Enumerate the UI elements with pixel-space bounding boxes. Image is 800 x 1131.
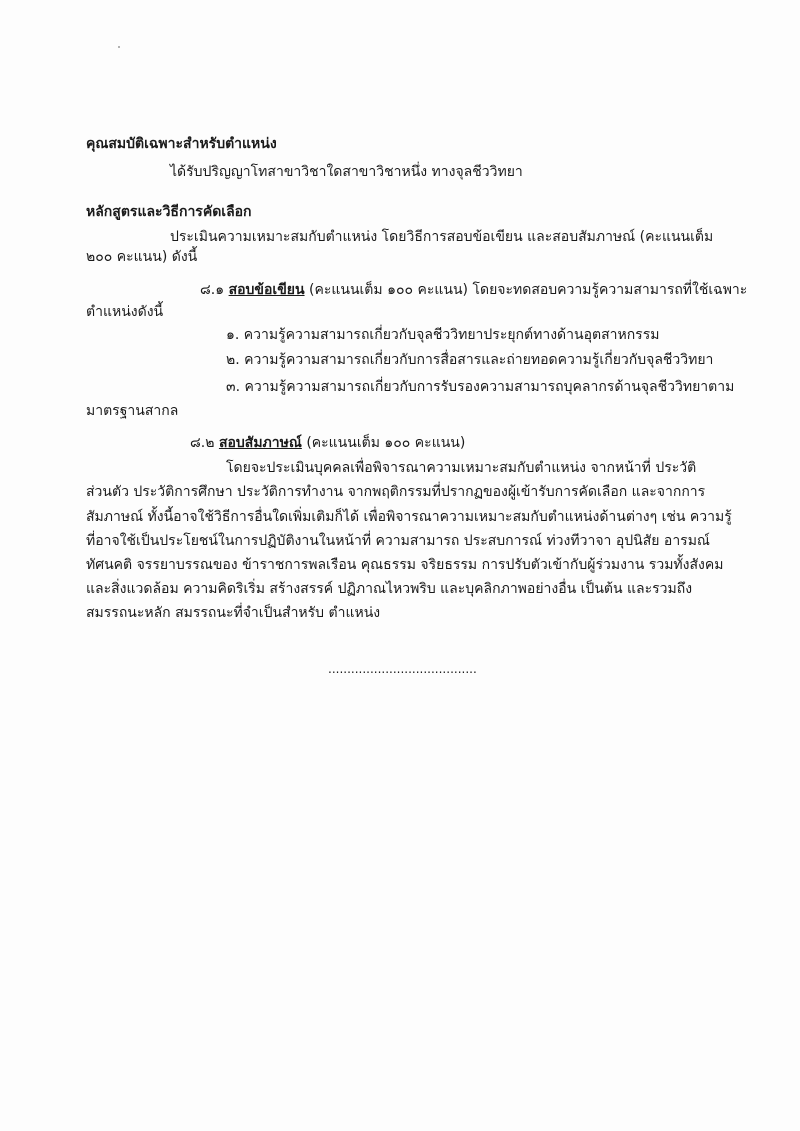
written-exam-number: ๘.๑ [200,282,225,298]
interview-paragraph-line-7: สมรรถนะหลัก สมรรถนะที่จำเป็นสำหรับ ตำแหน่ง [86,605,381,621]
written-exam-desc: โดยจะทดสอบความรู้ความสามารถที่ใช้เฉพาะ [472,282,748,298]
selection-intro-line1: ประเมินความเหมาะสมกับตำแหน่ง โดยวิธีการสอบข้อเขียน และสอบสัมภาษณ์ (คะแนนเต็ม [170,229,714,245]
qualifications-heading: คุณสมบัติเฉพาะสำหรับตำแหน่ง [86,136,277,152]
scan-speck [118,46,120,48]
interview-paragraph-line-3: สัมภาษณ์ ทั้งนี้อาจใช้วิธีการอื่นใดเพิ่มเติมก็ได้ เพื่อพิจารณาความเหมาะสมกับตำแหน่งด้านต่างๆ เช่น ความรู้ [86,509,732,525]
interview-title: สอบสัมภาษณ์ [218,435,302,451]
written-exam-score: (คะแนนเต็ม ๑๐๐ คะแนน) [309,282,469,298]
written-exam-item-3: ๓. ความรู้ความสามารถเกี่ยวกับการรับรองความสามารถบุคลากรด้านจุลชีววิทยาตาม [226,379,735,395]
written-exam-line [200,281,747,299]
interview-paragraph-line-6: และสิ่งแวดล้อม ความคิดริเริ่ม สร้างสรรค์ ปฏิภาณไหวพริบ และบุคลิกภาพอย่างอื่น เป็นต้น และรวมถึง [86,581,693,597]
written-exam-item-3-cont: มาตรฐานสากล [86,403,179,419]
written-exam-item-1: ๑. ความรู้ความสามารถเกี่ยวกับจุลชีววิทยาประยุกต์ทางด้านอุตสาหกรรม [226,327,660,343]
interview-paragraph-line-2: ส่วนตัว ประวัติการศึกษา ประวัติการทำงาน จากพฤติกรรมที่ปรากฏของผู้เข้ารับการคัดเลือก และจากการ [86,484,706,500]
interview-paragraph-line-4: ที่อาจใช้เป็นประโยชน์ในการปฏิบัติงานในหน้าที่ ความสามารถ ประสบการณ์ ท่วงทีวาจา อุปนิสัย อารมณ์ [86,533,710,549]
interview-paragraph-line-5: ทัศนคติ จรรยาบรรณของ ข้าราชการพลเรือน คุณธรรม จริยธรรม การปรับตัวเข้ากับผู้ร่วมงาน รวมทั้งสังคม [86,557,724,573]
end-marker: ....................................... [328,662,477,676]
written-exam-desc-cont: ตำแหน่งดังนี้ [86,304,164,320]
selection-heading: หลักสูตรและวิธีการคัดเลือก [86,204,252,220]
written-exam-title: สอบข้อเขียน [228,282,305,298]
written-exam-item-2: ๒. ความรู้ความสามารถเกี่ยวกับการสื่อสารและถ่ายทอดความรู้เกี่ยวกับจุลชีววิทยา [226,352,714,368]
selection-intro-line2: ๒๐๐ คะแนน) ดังนี้ [86,249,198,265]
qualifications-text: ได้รับปริญญาโทสาขาวิชาใดสาขาวิชาหนึ่ง ทางจุลชีววิทยา [170,164,523,180]
interview-line [190,434,465,452]
interview-paragraph-line-1: โดยจะประเมินบุคคลเพื่อพิจารณาความเหมาะสมกับตำแหน่ง จากหน้าที่ ประวัติ [226,460,697,476]
interview-number: ๘.๒ [190,435,215,451]
interview-score: (คะแนนเต็ม ๑๐๐ คะแนน) [306,435,466,451]
